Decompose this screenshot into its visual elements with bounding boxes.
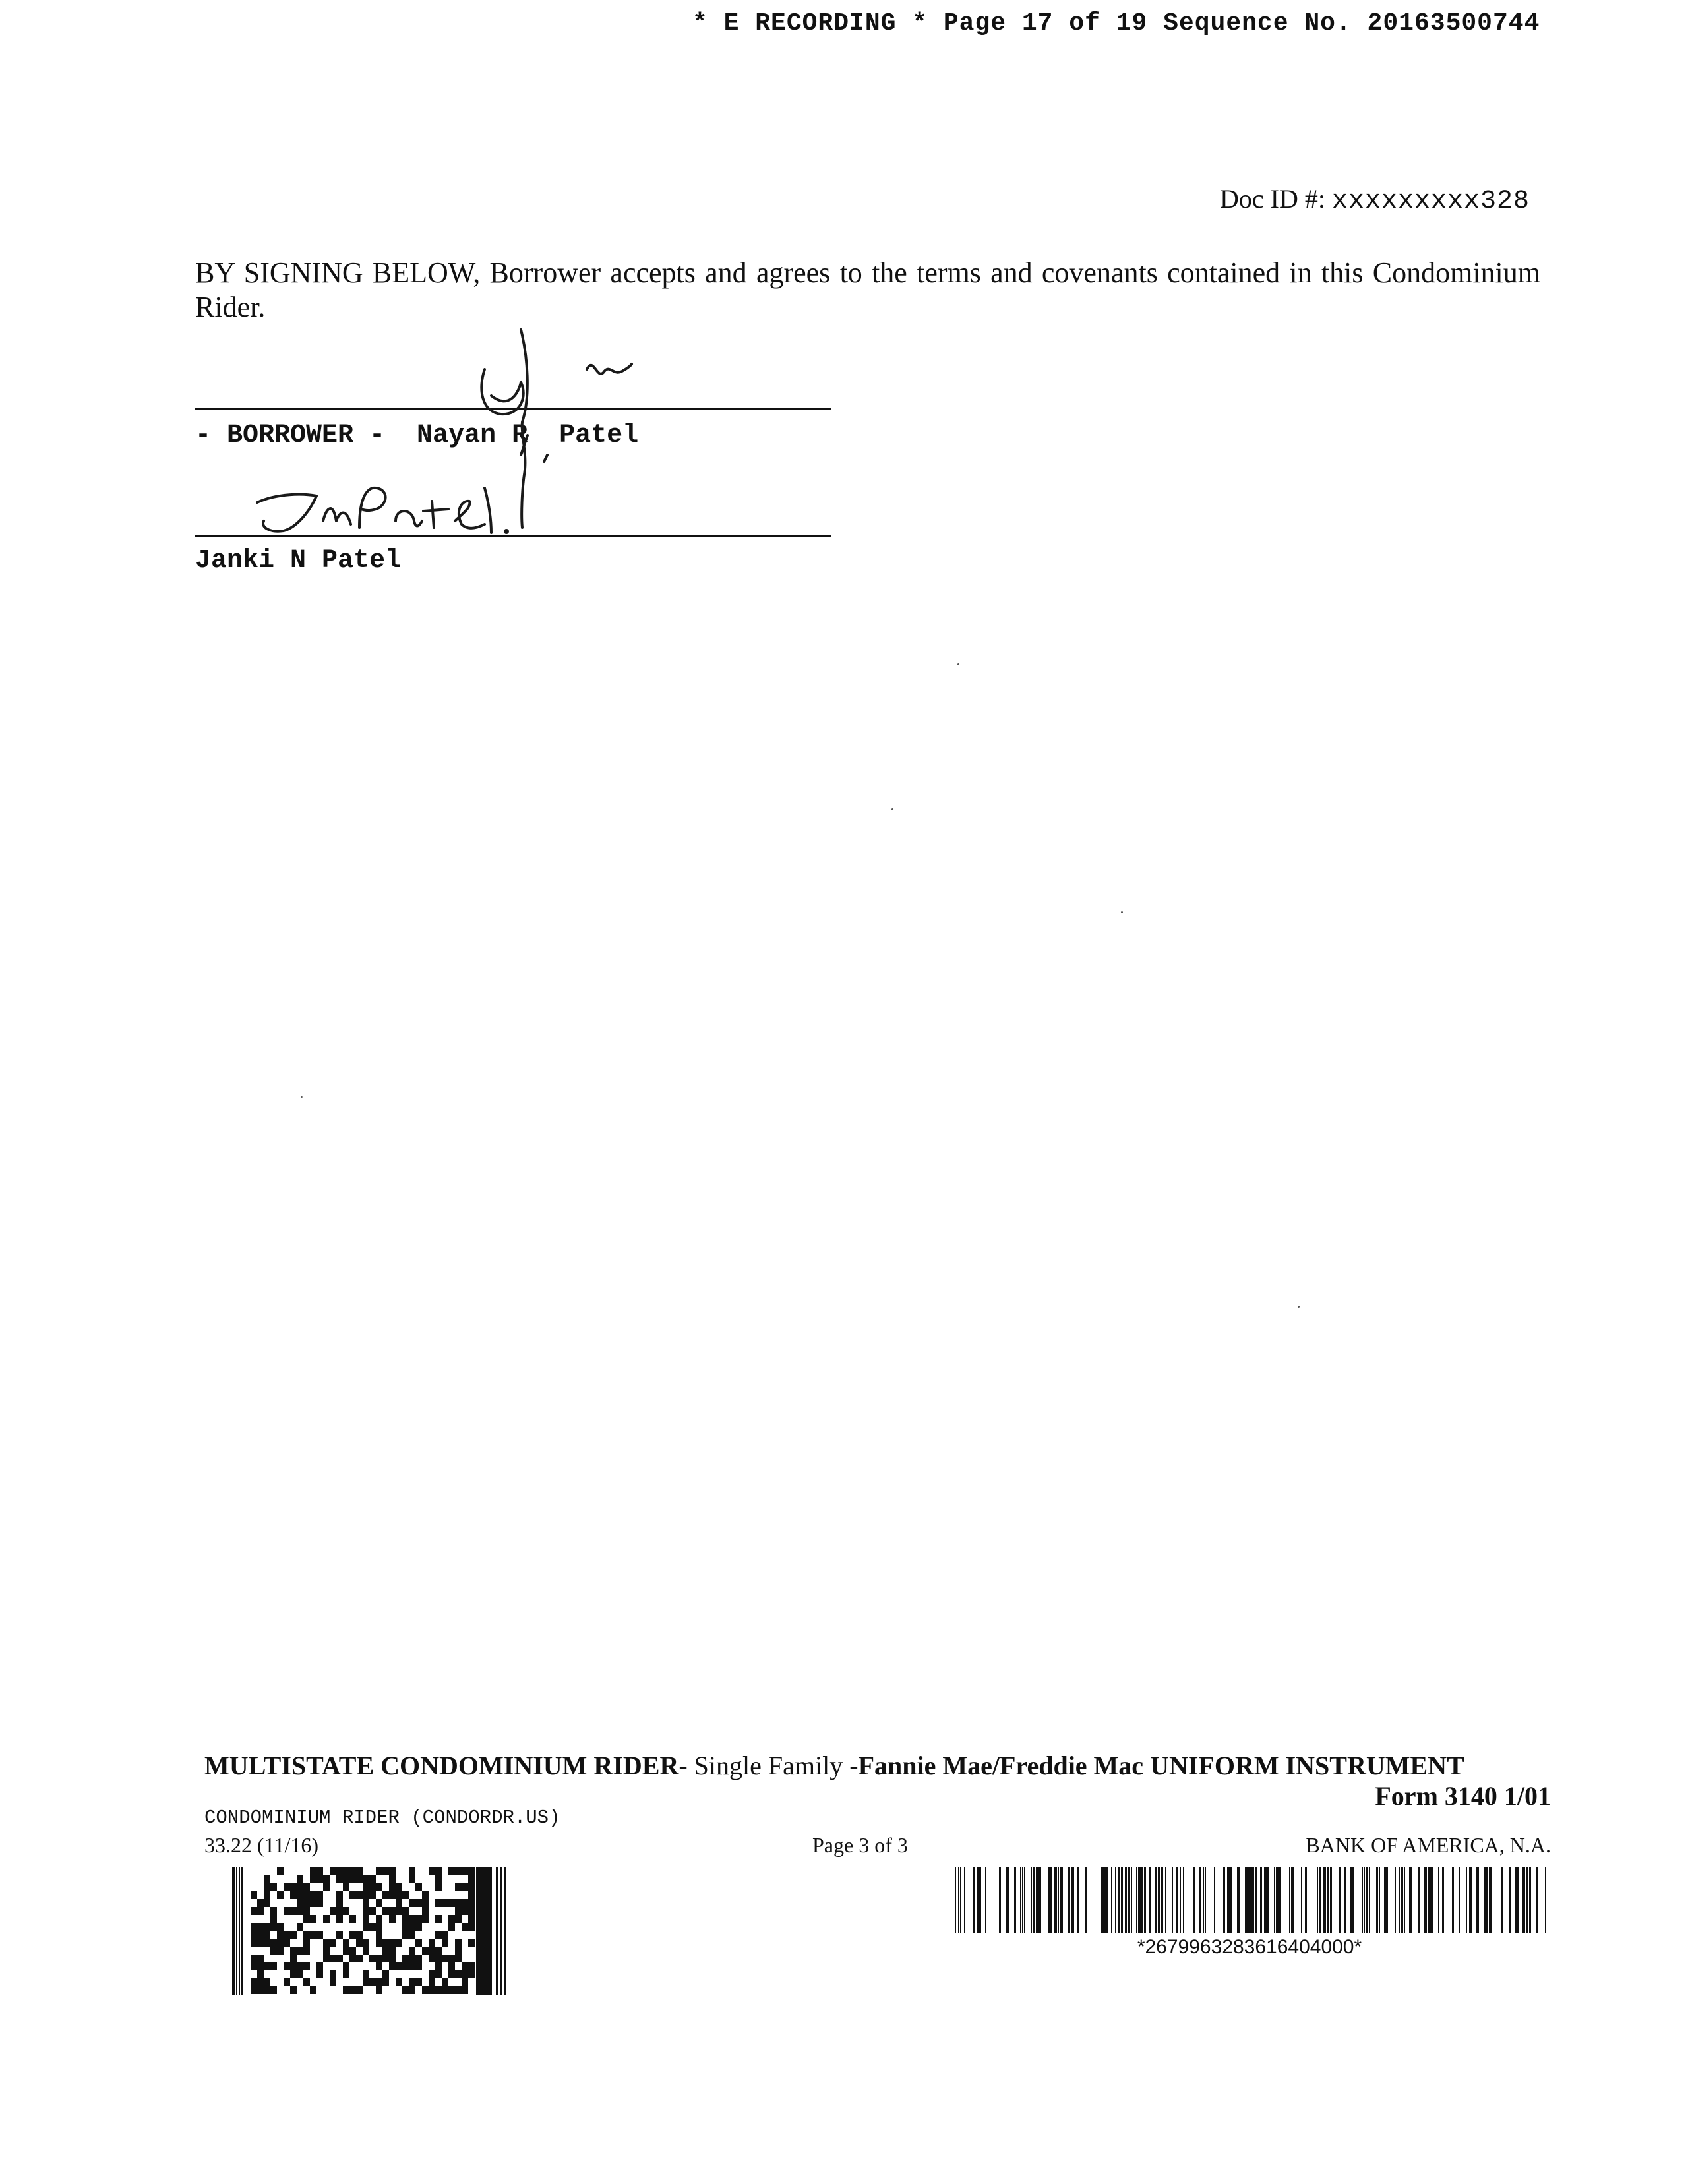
footer-title-mid: - Single Family - <box>678 1751 859 1780</box>
linear-barcode <box>955 1867 1553 1933</box>
scan-speck <box>301 1096 303 1098</box>
footer-title-bold: MULTISTATE CONDOMINIUM RIDER <box>204 1751 679 1780</box>
doc-id-value: xxxxxxxxx328 <box>1331 187 1530 216</box>
scan-speck <box>957 663 959 665</box>
scan-speck <box>891 808 893 810</box>
scan-speck <box>1298 1306 1300 1308</box>
signature-nayan-stroke <box>521 330 528 528</box>
signature-nayan-mark <box>481 369 523 414</box>
signature-janki <box>257 495 316 531</box>
pdf417-barcode <box>232 1867 530 1995</box>
signing-statement: BY SIGNING BELOW, Borrower accepts and agrees to the terms and covenants contained in this Condominium Rider. <box>195 257 1540 323</box>
signature-nayan-flourish <box>587 364 632 374</box>
signature-drawing <box>0 0 1688 593</box>
coborrower-name-label: Janki N Patel <box>195 546 402 576</box>
barcode-number: *2679963283616404000* <box>1137 1936 1362 1958</box>
footer-title <box>204 1750 1464 1781</box>
rider-code: CONDOMINIUM RIDER (CONDORDR.US) <box>204 1807 560 1829</box>
footer-title-bold2: Fannie Mae/Freddie Mac UNIFORM INSTRUMENT <box>858 1751 1464 1780</box>
doc-id-label: Doc ID #: <box>1220 184 1325 214</box>
lender-name: BANK OF AMERICA, N.A. <box>1306 1833 1551 1857</box>
recording-header: * E RECORDING * Page 17 of 19 Sequence No. 20163500744 <box>692 9 1540 38</box>
form-version: 33.22 (11/16) <box>204 1833 319 1857</box>
handwritten-signatures <box>0 0 1688 597</box>
borrower-name-label: - BORROWER - Nayan R Patel <box>195 421 639 450</box>
form-number: Form 3140 1/01 <box>1375 1781 1551 1811</box>
scan-speck <box>1121 911 1123 913</box>
page-number: Page 3 of 3 <box>812 1833 908 1857</box>
